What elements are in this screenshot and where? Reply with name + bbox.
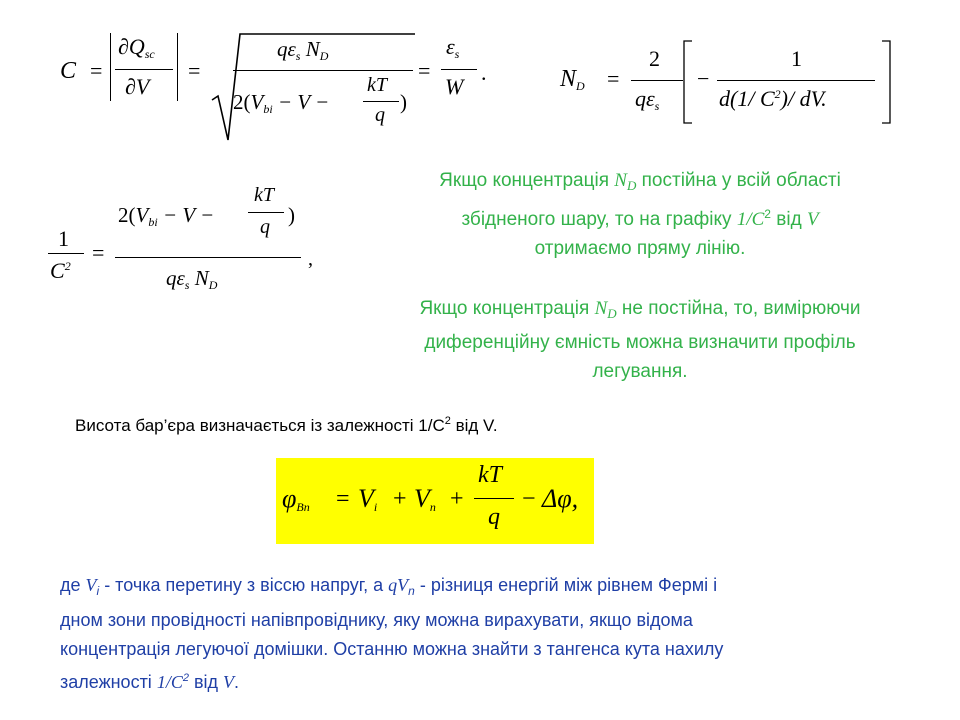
text-line: концентрація легуючої домішки. Останню можна знайти з тангенса кута нахилу	[60, 639, 724, 659]
blue-explanation-paragraph	[60, 571, 940, 697]
fraction-line	[248, 212, 284, 213]
text-line: дном зони провідності напівпровіднику, яку можна вирахувати, якщо відома	[60, 610, 693, 630]
numerator-one: 1	[791, 46, 802, 71]
equals-sign: =	[336, 486, 350, 512]
fraction-line	[631, 80, 683, 81]
equals-sign: =	[607, 66, 620, 91]
text-line: Якщо концентрація $N_D$ постійна у всій області	[439, 170, 841, 193]
w-denominator: W	[445, 74, 464, 99]
text-line: залежності $1/C^2$ від V.	[60, 672, 240, 692]
c-symbol: C	[60, 58, 77, 84]
formula-nd	[555, 38, 905, 128]
numerator-two: 2	[649, 46, 660, 71]
right-bracket-icon	[880, 40, 892, 124]
fraction-line	[363, 101, 399, 102]
green-paragraph-nonconstant	[340, 294, 940, 386]
green-paragraph-constant	[340, 166, 940, 263]
equals-sign: =	[90, 58, 103, 83]
q-denominator: q	[260, 216, 270, 238]
vn-term: $V_n$	[414, 484, 436, 514]
q-eps-denominator: $q\varepsilon_s$	[635, 86, 660, 113]
close-paren: )	[400, 90, 407, 114]
text-line: Якщо концентрація $N_D$ не постійна, то, вимірюючи	[419, 298, 861, 321]
plus-sign: +	[450, 486, 464, 512]
main-fraction-line	[115, 257, 301, 258]
dq-numerator: $\partial Q_{sc}$	[118, 34, 155, 61]
equals-sign: =	[92, 240, 105, 265]
abs-bar-left	[110, 33, 111, 101]
sqrt-numerator: $q\varepsilon_s$ $N_D$	[277, 37, 329, 63]
kt-numerator: kT	[367, 74, 387, 96]
c-squared-denominator: $C^2$	[50, 258, 71, 283]
equals-sign: =	[188, 58, 201, 83]
sqrt-denominator: $2(V_{bi} - V$ −	[233, 90, 330, 116]
fraction-line	[48, 253, 84, 254]
vi-term: $V_i$	[358, 484, 378, 514]
q-denominator: q	[488, 504, 500, 530]
text-line: легування.	[592, 361, 688, 382]
period: .	[481, 60, 487, 85]
minus-sign: −	[522, 486, 536, 512]
text-line: збідненого шару, то на графіку $1/C^2$ від V	[461, 207, 819, 230]
formula-capacitance	[55, 28, 515, 148]
abs-bar-right	[177, 33, 178, 101]
eps-numerator: $\varepsilon_s$	[446, 34, 460, 61]
dv-denominator: ∂V	[125, 74, 150, 99]
q-denominator: q	[375, 104, 385, 126]
text-line: де $V_i$ - точка перетину з віссю напруг, а $qV_n$ - різниця енергій між рівнем Фермі і	[60, 575, 718, 598]
delta-phi-term: Δφ,	[542, 484, 579, 513]
top-expression: $2(V_{bi} - V$ −	[118, 203, 215, 229]
barrier-height-text: Висота бар’єра визначається із залежності $1/C^2$ від V.	[75, 415, 498, 435]
fraction-line	[474, 498, 514, 499]
phi-symbol: $\varphi_{Bn}$	[282, 484, 310, 514]
plus-sign: +	[393, 486, 407, 512]
one-numerator: 1	[58, 226, 69, 251]
kt-numerator: kT	[254, 184, 274, 206]
derivative-denominator: d(1/ $C^2)/$ dV.	[719, 86, 827, 111]
formula-barrier-height	[276, 458, 594, 544]
minus-sign: −	[697, 66, 710, 91]
equals-sign: =	[418, 58, 431, 83]
fraction-line	[233, 70, 413, 71]
close-paren: )	[288, 203, 295, 227]
formula-inverse-c-squared	[40, 178, 340, 303]
comma: ,	[308, 248, 313, 270]
fraction-line	[115, 69, 173, 70]
nd-symbol: $N_D$	[560, 66, 585, 93]
left-bracket-icon	[682, 40, 694, 124]
kt-numerator: kT	[478, 462, 502, 488]
fraction-line	[717, 80, 875, 81]
text-line: диференційну ємність можна визначити профіль	[424, 332, 856, 353]
bottom-expression: $q\varepsilon_s$ $N_D$	[166, 266, 218, 292]
text-line: отримаємо пряму лінію.	[534, 238, 746, 259]
fraction-line	[441, 69, 477, 70]
